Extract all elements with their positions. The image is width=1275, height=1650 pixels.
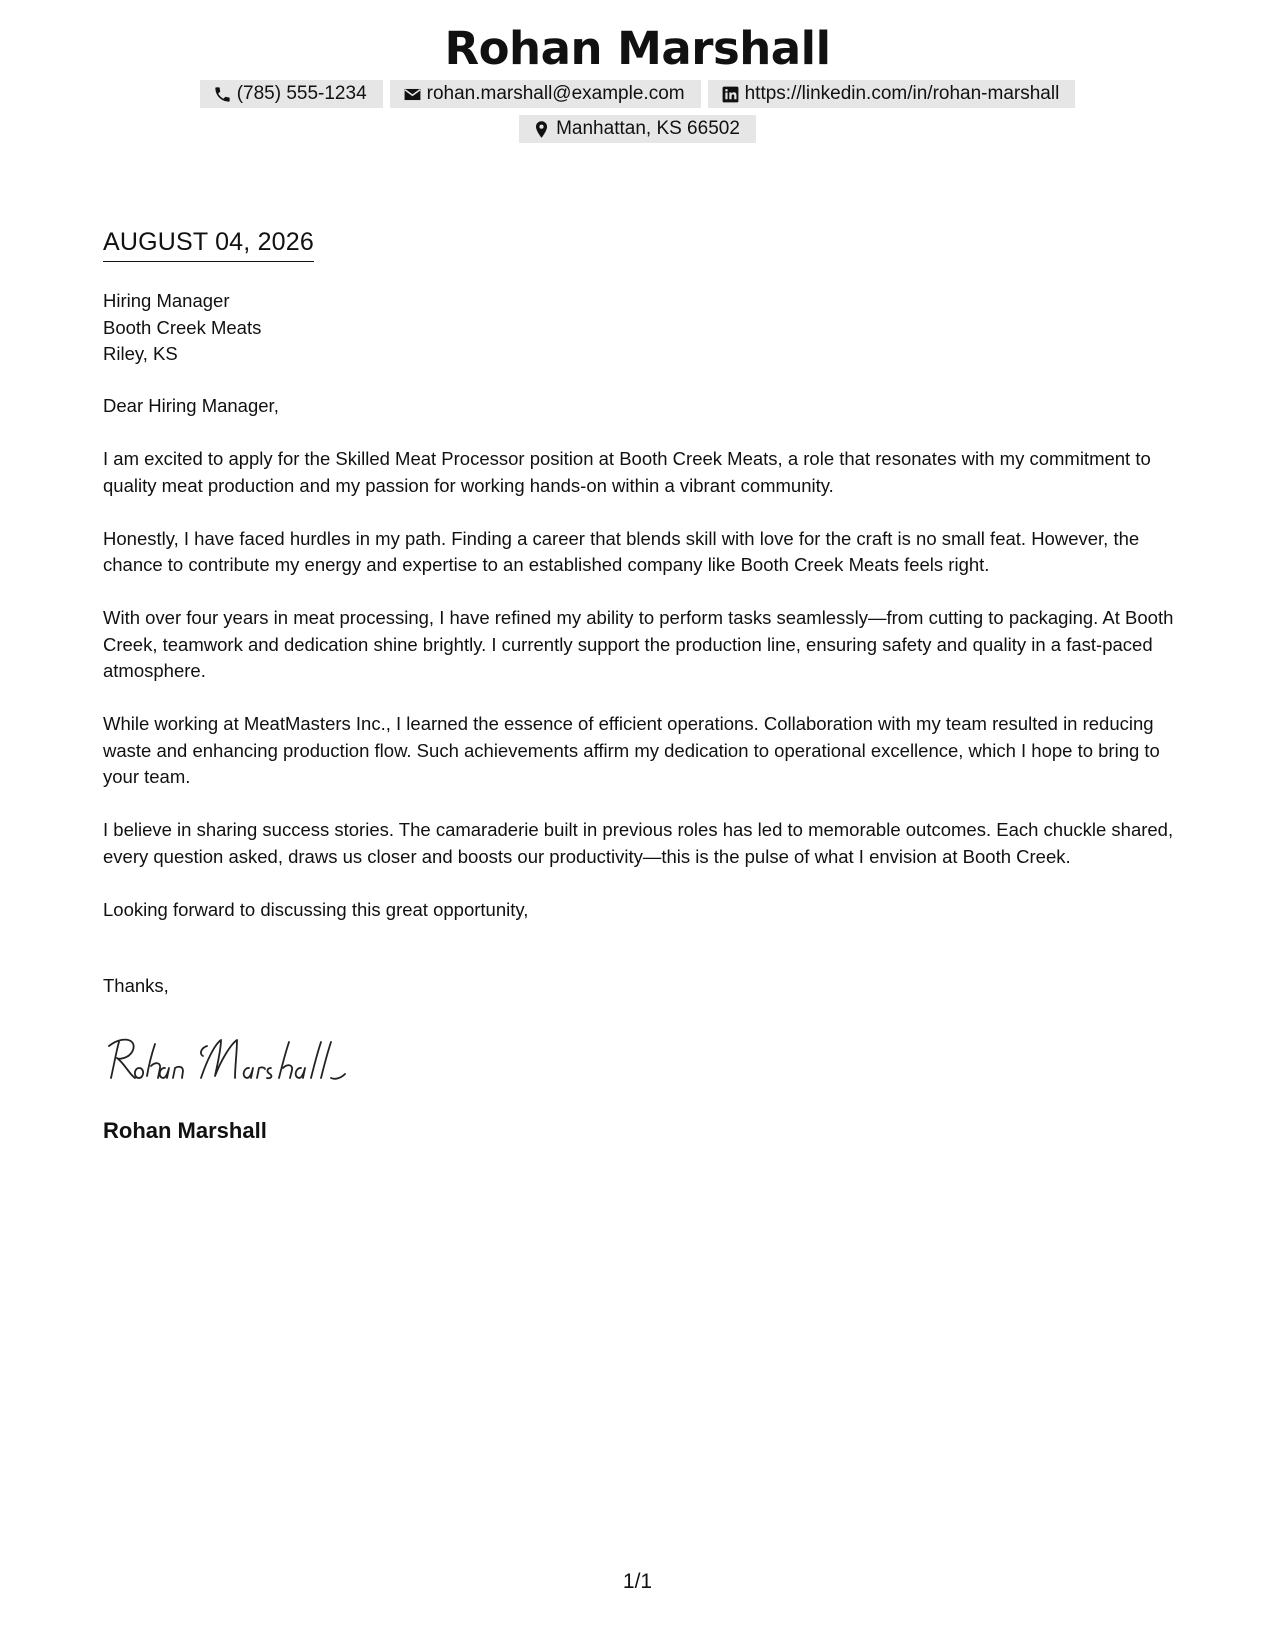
closing-line: Looking forward to discussing this great opportunity, [103,898,529,920]
phone-text: (785) 555-1234 [236,83,367,104]
recipient-company: Booth Creek Meats [103,316,262,338]
phone-chip [200,80,383,108]
letter-date: AUGUST 04, 2026 [103,228,314,262]
linkedin-icon [721,85,740,104]
letter-body [103,393,1183,950]
body-paragraph: While working at MeatMasters Inc., I learned the essence of efficient operations. Collaboration with my team resulted in reducing waste and enhancing production flow. Such achievements affirm my dedication to operational excellence, which I hope to bring to your team. [103,713,1160,787]
location-text: Manhattan, KS 66502 [556,118,740,139]
body-paragraph: I am excited to apply for the Skilled Meat Processor position at Booth Creek Meats, a role that resonates with my commitment to quality meat production and my passion for working hands-on within a vibrant community. [103,448,1151,496]
email-text: rohan.marshall@example.com [426,83,685,104]
body-paragraph: With over four years in meat processing, I have refined my ability to perform tasks seamlessly—from cutting to packaging. At Booth Creek, teamwork and dedication shine brightly. I currently support the production line, ensuring safety and quality in a fast-paced atmosphere. [103,607,1174,681]
page-number: 1/1 [622,1570,653,1593]
body-paragraph: Honestly, I have faced hurdles in my path. Finding a career that blends skill with love for the craft is no small feat. However, the chance to contribute my energy and expertise to an established company like Booth Creek Meats feels right. [103,527,1140,575]
signer-name: Rohan Marshall [103,1118,267,1143]
phone-icon [213,85,232,104]
location-chip [519,115,756,143]
email-chip [390,80,701,108]
recipient-location: Riley, KS [103,343,178,364]
linkedin-chip [708,80,1076,108]
body-paragraph: I believe in sharing success stories. The camaraderie built in previous roles has led to memorable outcomes. Each chuckle shared, every question asked, draws us closer and boosts our productivity—this is the pulse of what I envision at Booth Creek. [103,819,1174,867]
applicant-name: Rohan Marshall [444,22,831,75]
recipient-title: Hiring Manager [103,290,230,311]
closing-thanks: Thanks, [103,975,169,996]
salutation: Dear Hiring Manager, [103,395,279,416]
location-row [0,115,1275,143]
map-marker-icon [532,120,551,139]
handwritten-signature [103,1030,363,1090]
contact-row [0,80,1275,108]
envelope-icon [403,85,422,104]
recipient-block [103,288,261,368]
linkedin-text: https://linkedin.com/in/rohan-marshall [744,83,1060,104]
